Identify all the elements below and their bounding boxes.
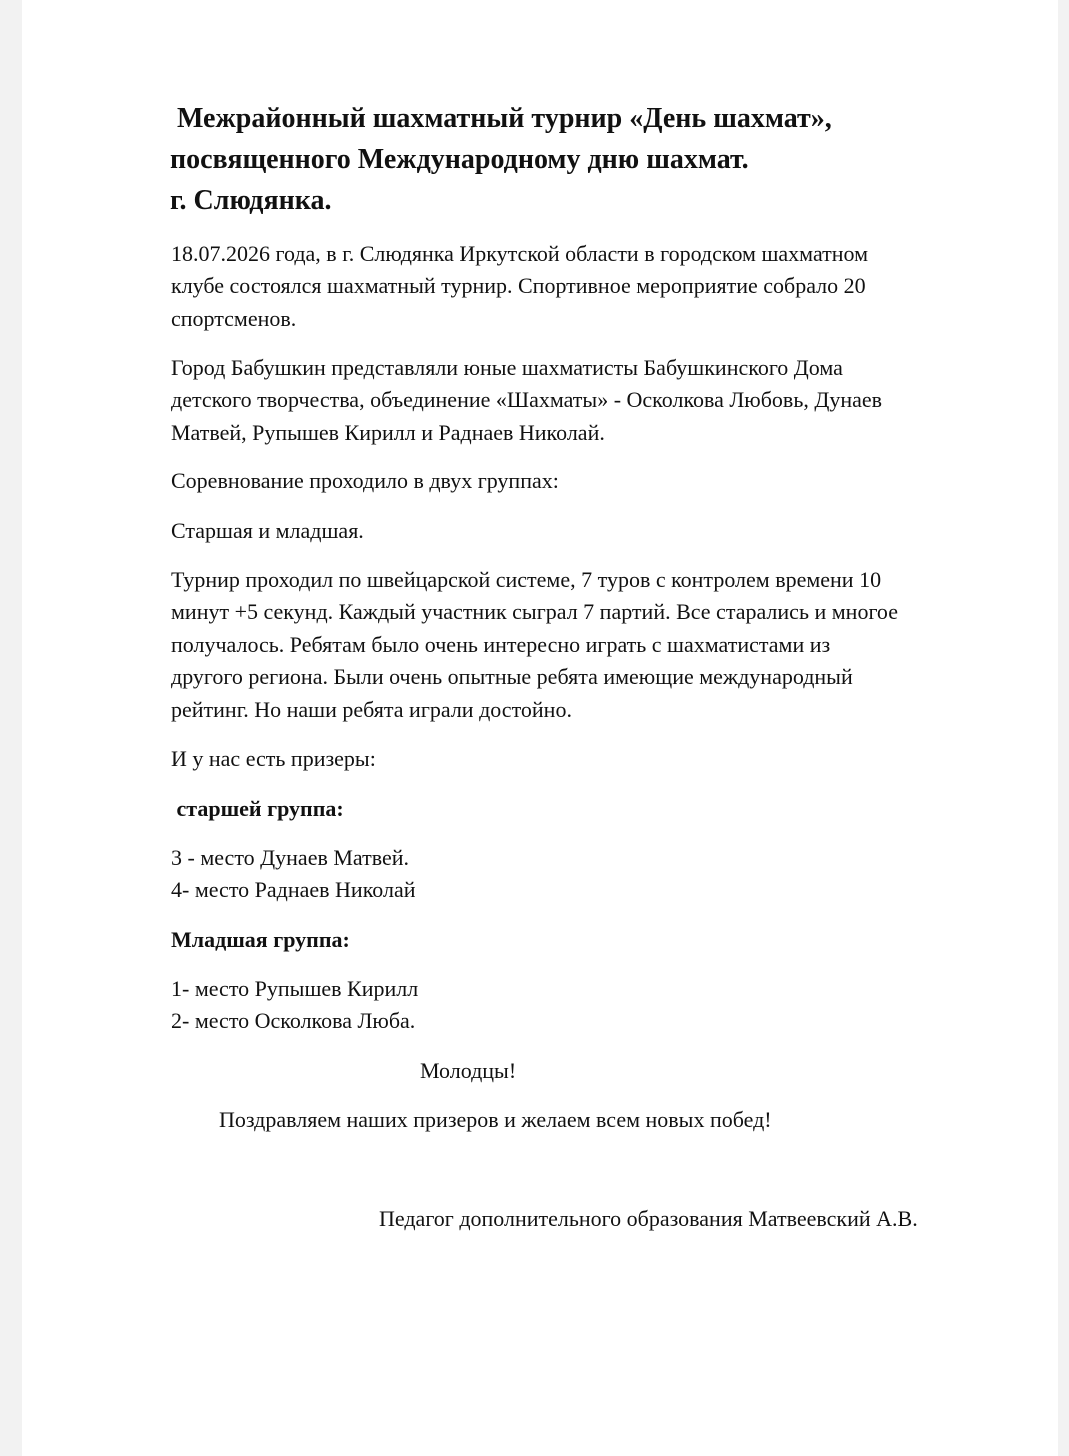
format-line-4: другого региона. Были очень опытные ребята имеющие международный: [171, 664, 853, 690]
junior-place-1: 1- место Рупышев Кирилл: [171, 976, 419, 1001]
senior-results: [171, 842, 1001, 907]
title-line-3: г. Слюдянка.: [170, 185, 332, 216]
winners-intro: И у нас есть призеры:: [171, 746, 376, 771]
format-line-2: минут +5 секунд. Каждый участник сыграл 7 партий. Все старались и многое: [171, 599, 898, 625]
junior-results: [171, 973, 1001, 1038]
intro-paragraph: [171, 238, 1001, 335]
senior-group-heading: старшей группа:: [171, 796, 344, 821]
participants-line-2: детского творчества, объединение «Шахматы» - Осколкова Любовь, Дунаев: [171, 387, 883, 413]
junior-place-2: 2- место Осколкова Люба.: [171, 1008, 416, 1034]
senior-place-2: 4- место Раднаев Николай: [171, 877, 416, 903]
praise-text: Молодцы!: [420, 1058, 517, 1083]
title-line-1: Межрайонный шахматный турнир «День шахмат»,: [170, 103, 832, 134]
groups-intro: Соревнование проходило в двух группах:: [171, 468, 559, 493]
format-paragraph: [171, 564, 1001, 726]
title-line-2: посвященного Международному дню шахмат.: [170, 144, 749, 175]
signature-text: Педагог дополнительного образования Матвеевский А.В.: [379, 1206, 918, 1231]
participants-line-1: Город Бабушкин представляли юные шахматисты Бабушкинского Дома: [171, 355, 843, 380]
senior-place-1: 3 - место Дунаев Матвей.: [171, 845, 410, 870]
intro-line-1: 18.07.2026 года, в г. Слюдянка Иркутской области в городском шахматном: [171, 241, 869, 266]
groups-text: Старшая и младшая.: [171, 518, 364, 543]
format-line-3: получалось. Ребятам было очень интересно играть с шахматистами из: [171, 631, 831, 657]
document-title: [170, 98, 990, 221]
congratulations-text: Поздравляем наших призеров и желаем всем новых побед!: [219, 1107, 772, 1132]
participants-paragraph: [171, 352, 1001, 449]
intro-line-3: спортсменов.: [171, 305, 297, 331]
format-line-5: рейтинг. Но наши ребята играли достойно.: [171, 696, 572, 722]
format-line-1: Турнир проходил по швейцарской системе, 7 туров с контролем времени 10: [171, 567, 882, 592]
intro-line-2: клубе состоялся шахматный турнир. Спортивное мероприятие собрало 20: [171, 273, 866, 299]
document-page: [22, 0, 1058, 1456]
junior-group-heading: Младшая группа:: [171, 927, 350, 952]
participants-line-3: Матвей, Рупышев Кирилл и Раднаев Николай.: [171, 419, 605, 445]
